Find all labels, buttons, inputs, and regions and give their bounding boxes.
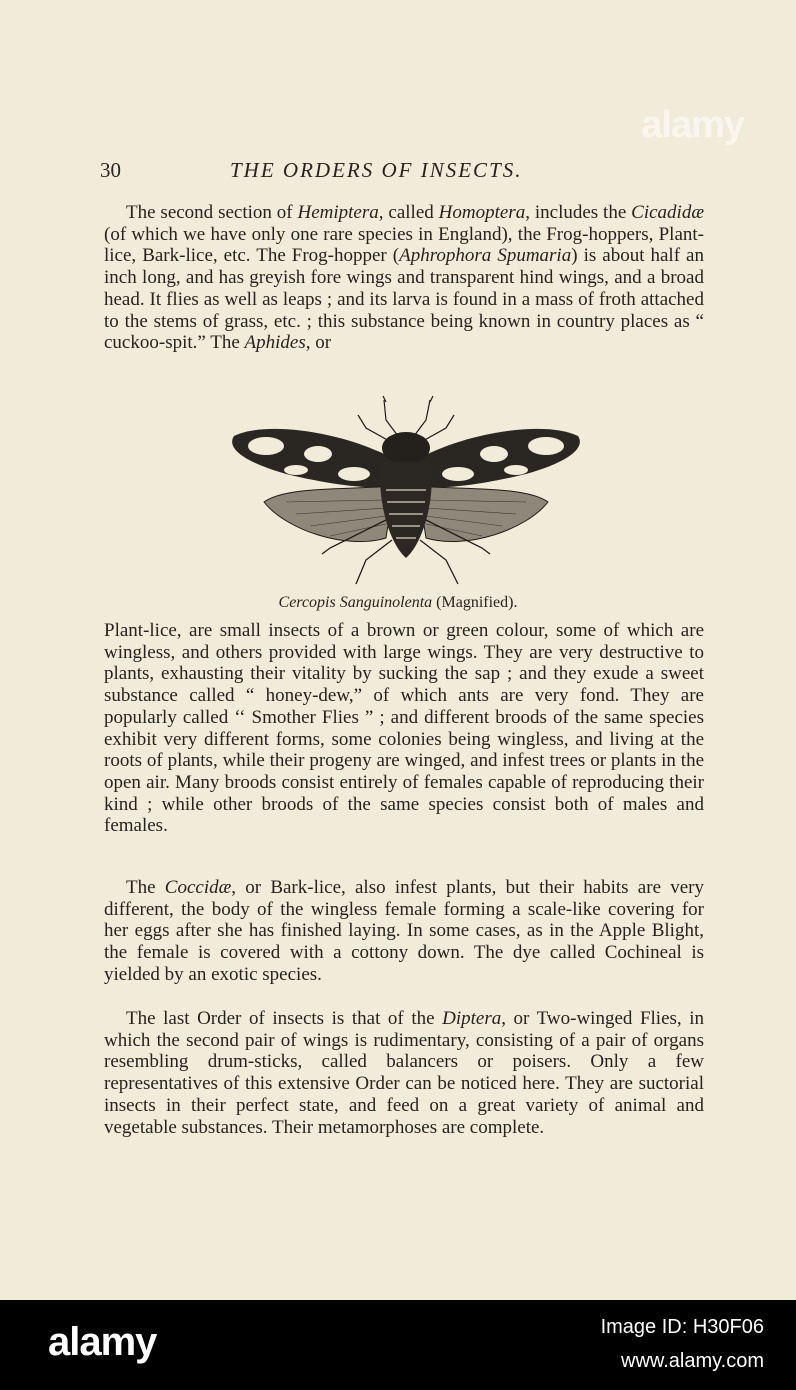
page-number: 30: [100, 158, 121, 182]
paragraph-plant-lice: Plant-lice, are small insects of a brown or green colour, some of which are wingless, and others provided with large wings. They are very destructive to plants, exhausting their vitality by sucking the sap ; and they exude a sweet substance called “ honey-dew,” of which ants are very fond. They are popularly called ‘‘ Smother Flies ” ; and different broods of the same species exhibit very different forms, some colonies being wingless, and living at the roots of plants, while their progeny are winged, and infest trees or plants in the open air. Many broods consist entirely of females capable of reproducing their kind ; while other broods of the same species consist both of males and females.: [104, 620, 704, 837]
italic-term: Hemiptera: [297, 202, 379, 223]
caption-note: (Magnified).: [432, 594, 518, 611]
italic-term: Aphides: [244, 332, 306, 354]
image-id-label: Image ID: H30F06: [600, 1316, 764, 1338]
text-run: , called: [378, 202, 439, 223]
insect-illustration: [226, 390, 586, 590]
paragraph-coccidae: [104, 877, 704, 986]
paragraph-homoptera: [104, 202, 704, 354]
caption-species: Cercopis Sanguinolenta: [278, 594, 433, 611]
brand-logo: alamy: [48, 1320, 157, 1364]
text-run: , or Bark-lice, also infest plants, but their habits are very different, the body of the wingless female forming a scale-like covering for her eggs after she has finished laying. In some cases, as in the Apple Blight, the female is covered with a cottony down. The dye called Cochineal is yielded by an exotic species.: [104, 877, 704, 985]
watermark-logo: alamy: [641, 104, 744, 146]
italic-term: Cicadidæ: [631, 202, 705, 223]
text-run: (of which we have only one rare species in England), the Frog-hoppers, Plant-lice, Bark-lice, etc. The Frog-hopper (: [104, 223, 704, 267]
site-url-label: www.alamy.com: [621, 1350, 764, 1372]
italic-term: Aphrophora Spumaria: [399, 245, 572, 267]
italic-term: Coccidæ: [164, 877, 232, 898]
text-run: , or Two-winged Flies, in which the second pair of wings is rudimentary, consisting of a pair of organs resembling drum-sticks, called balancers or poisers. Only a few representatives of this extensive Order can be noticed here. They are suctorial insects in their perfect state, and feed on a great variety of animal and vegetable substances. Their metamorphoses are complete.: [104, 1008, 704, 1138]
text-run: , includes the: [525, 202, 632, 223]
text-run: , or: [305, 332, 332, 354]
page-header: [100, 158, 710, 188]
text-run: ) is about half an inch long, and has greyish fore wings and transparent hind wings, and a broad head. It flies as well as leaps ; and its larva is found in a mass of froth attached to the stems of grass, etc. ; this substance being known in country places as “ cuckoo-spit.” The: [104, 245, 704, 354]
text-run: The: [126, 877, 165, 898]
italic-term: Diptera: [442, 1008, 502, 1029]
italic-term: Homoptera: [438, 202, 526, 223]
paragraph-diptera: [104, 1008, 704, 1138]
text-run: The last Order of insects is that of the: [126, 1008, 443, 1029]
running-title: THE ORDERS OF INSECTS.: [230, 158, 523, 182]
watermark-footer: [0, 1300, 796, 1390]
figure-caption: [0, 594, 796, 612]
text-run: The second section of: [126, 202, 298, 223]
